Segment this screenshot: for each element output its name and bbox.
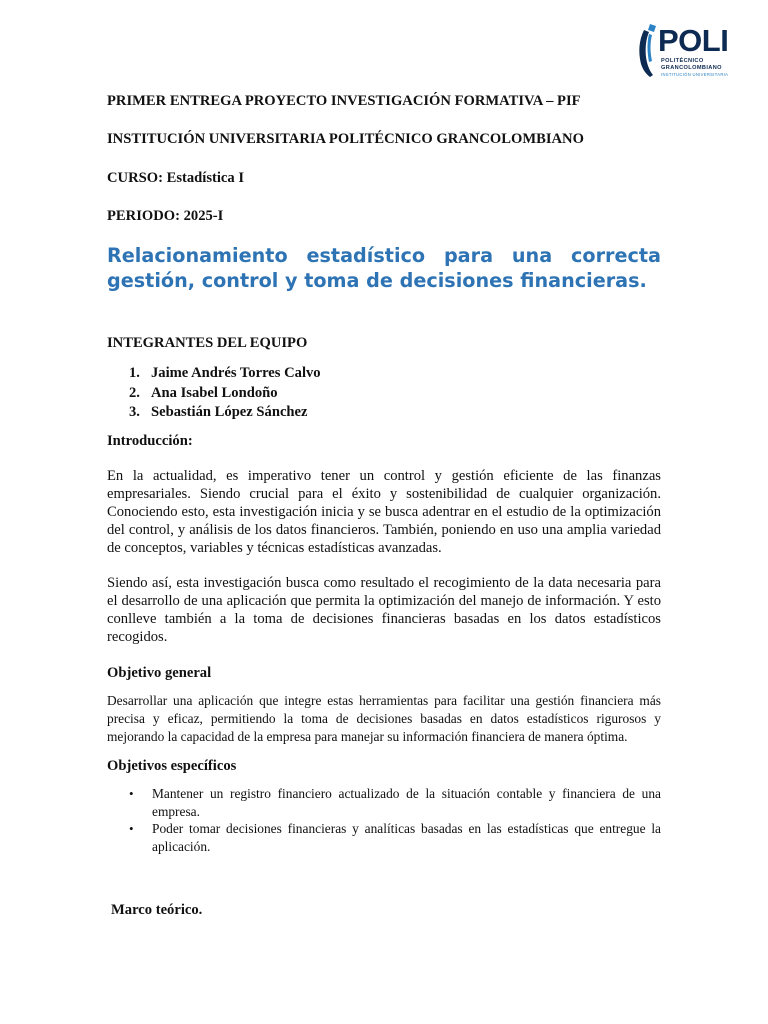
objetivos-especificos-list — [129, 785, 661, 855]
logo-line-3: INSTITUCIÓN UNIVERSITARIA — [661, 72, 729, 77]
logo-wordmark: POLI — [658, 23, 729, 58]
header-course-line: CURSO: Estadística I — [107, 170, 245, 186]
list-item: 1. Jaime Andrés Torres Calvo — [129, 365, 321, 381]
member-name: Jaime Andrés Torres Calvo — [151, 365, 321, 381]
list-item: 2. Ana Isabel Londoño — [129, 384, 278, 401]
list-item: • Poder tomar decisiones financieras y analíticas basadas en las estadísticas que entregue la aplicación. — [129, 821, 661, 854]
intro-heading: Introducción: — [107, 433, 193, 449]
member-name: Ana Isabel Londoño — [151, 384, 278, 401]
objetivo-general-text: Desarrollar una aplicación que integre estas herramientas para facilitar una gestión financiera más precisa y eficaz, permitiendo la toma de decisiones basadas en datos estadísticos rigurosos y mejorando la capacidad de la empresa para manejar su información financiera de manera óptima. — [107, 693, 661, 744]
poli-logo — [636, 22, 736, 80]
document-title: Relacionamiento estadístico para una correcta gestión, control y toma de decisiones financieras. — [107, 244, 661, 292]
poli-emblem-icon — [636, 22, 660, 80]
list-item: • Mantener un registro financiero actualizado de la situación contable y financiera de una empresa. — [129, 786, 661, 819]
objetivos-especificos-heading: Objetivos específicos — [107, 758, 237, 774]
member-name: Sebastián López Sánchez — [151, 404, 308, 420]
intro-paragraph-1: En la actualidad, es imperativo tener un control y gestión eficiente de las finanzas empresariales. Siendo crucial para el éxito y sostenibilidad de cualquier organización. Conociendo esto, esta investigación inicia y se busca adentrar en el estudio de la optimización del control, y análisis de los datos financieros. También, poniendo en uso una amplia variedad de conceptos, variables y técnicas estadísticas avanzadas. — [107, 468, 661, 556]
team-heading: INTEGRANTES DEL EQUIPO — [107, 335, 308, 351]
objetivo-general-heading: Objetivo general — [107, 665, 212, 681]
list-item: 3. Sebastián López Sánchez — [129, 404, 308, 420]
logo-line-2: GRANCOLOMBIANO — [661, 65, 722, 71]
intro-paragraph-2: Siendo así, esta investigación busca como resultado el recogimiento de la data necesaria para el desarrollo de una aplicación que permita la optimización del manejo de información. Y esto conlleve también a la toma de decisiones financieras basadas en los datos estadísticos recogidos. — [107, 575, 661, 645]
bullet-icon: • — [129, 786, 134, 801]
header-project-line: PRIMER ENTREGA PROYECTO INVESTIGACIÓN FORMATIVA – PIF — [107, 93, 581, 109]
marco-teorico-heading: Marco teórico. — [111, 902, 203, 918]
header-period-line: PERIODO: 2025-I — [107, 208, 224, 224]
logo-line-1: POLITÉCNICO — [661, 58, 704, 64]
team-list — [129, 364, 321, 423]
bullet-icon: • — [129, 821, 134, 836]
header-institution-line: INSTITUCIÓN UNIVERSITARIA POLITÉCNICO GRANCOLOMBIANO — [107, 131, 584, 147]
